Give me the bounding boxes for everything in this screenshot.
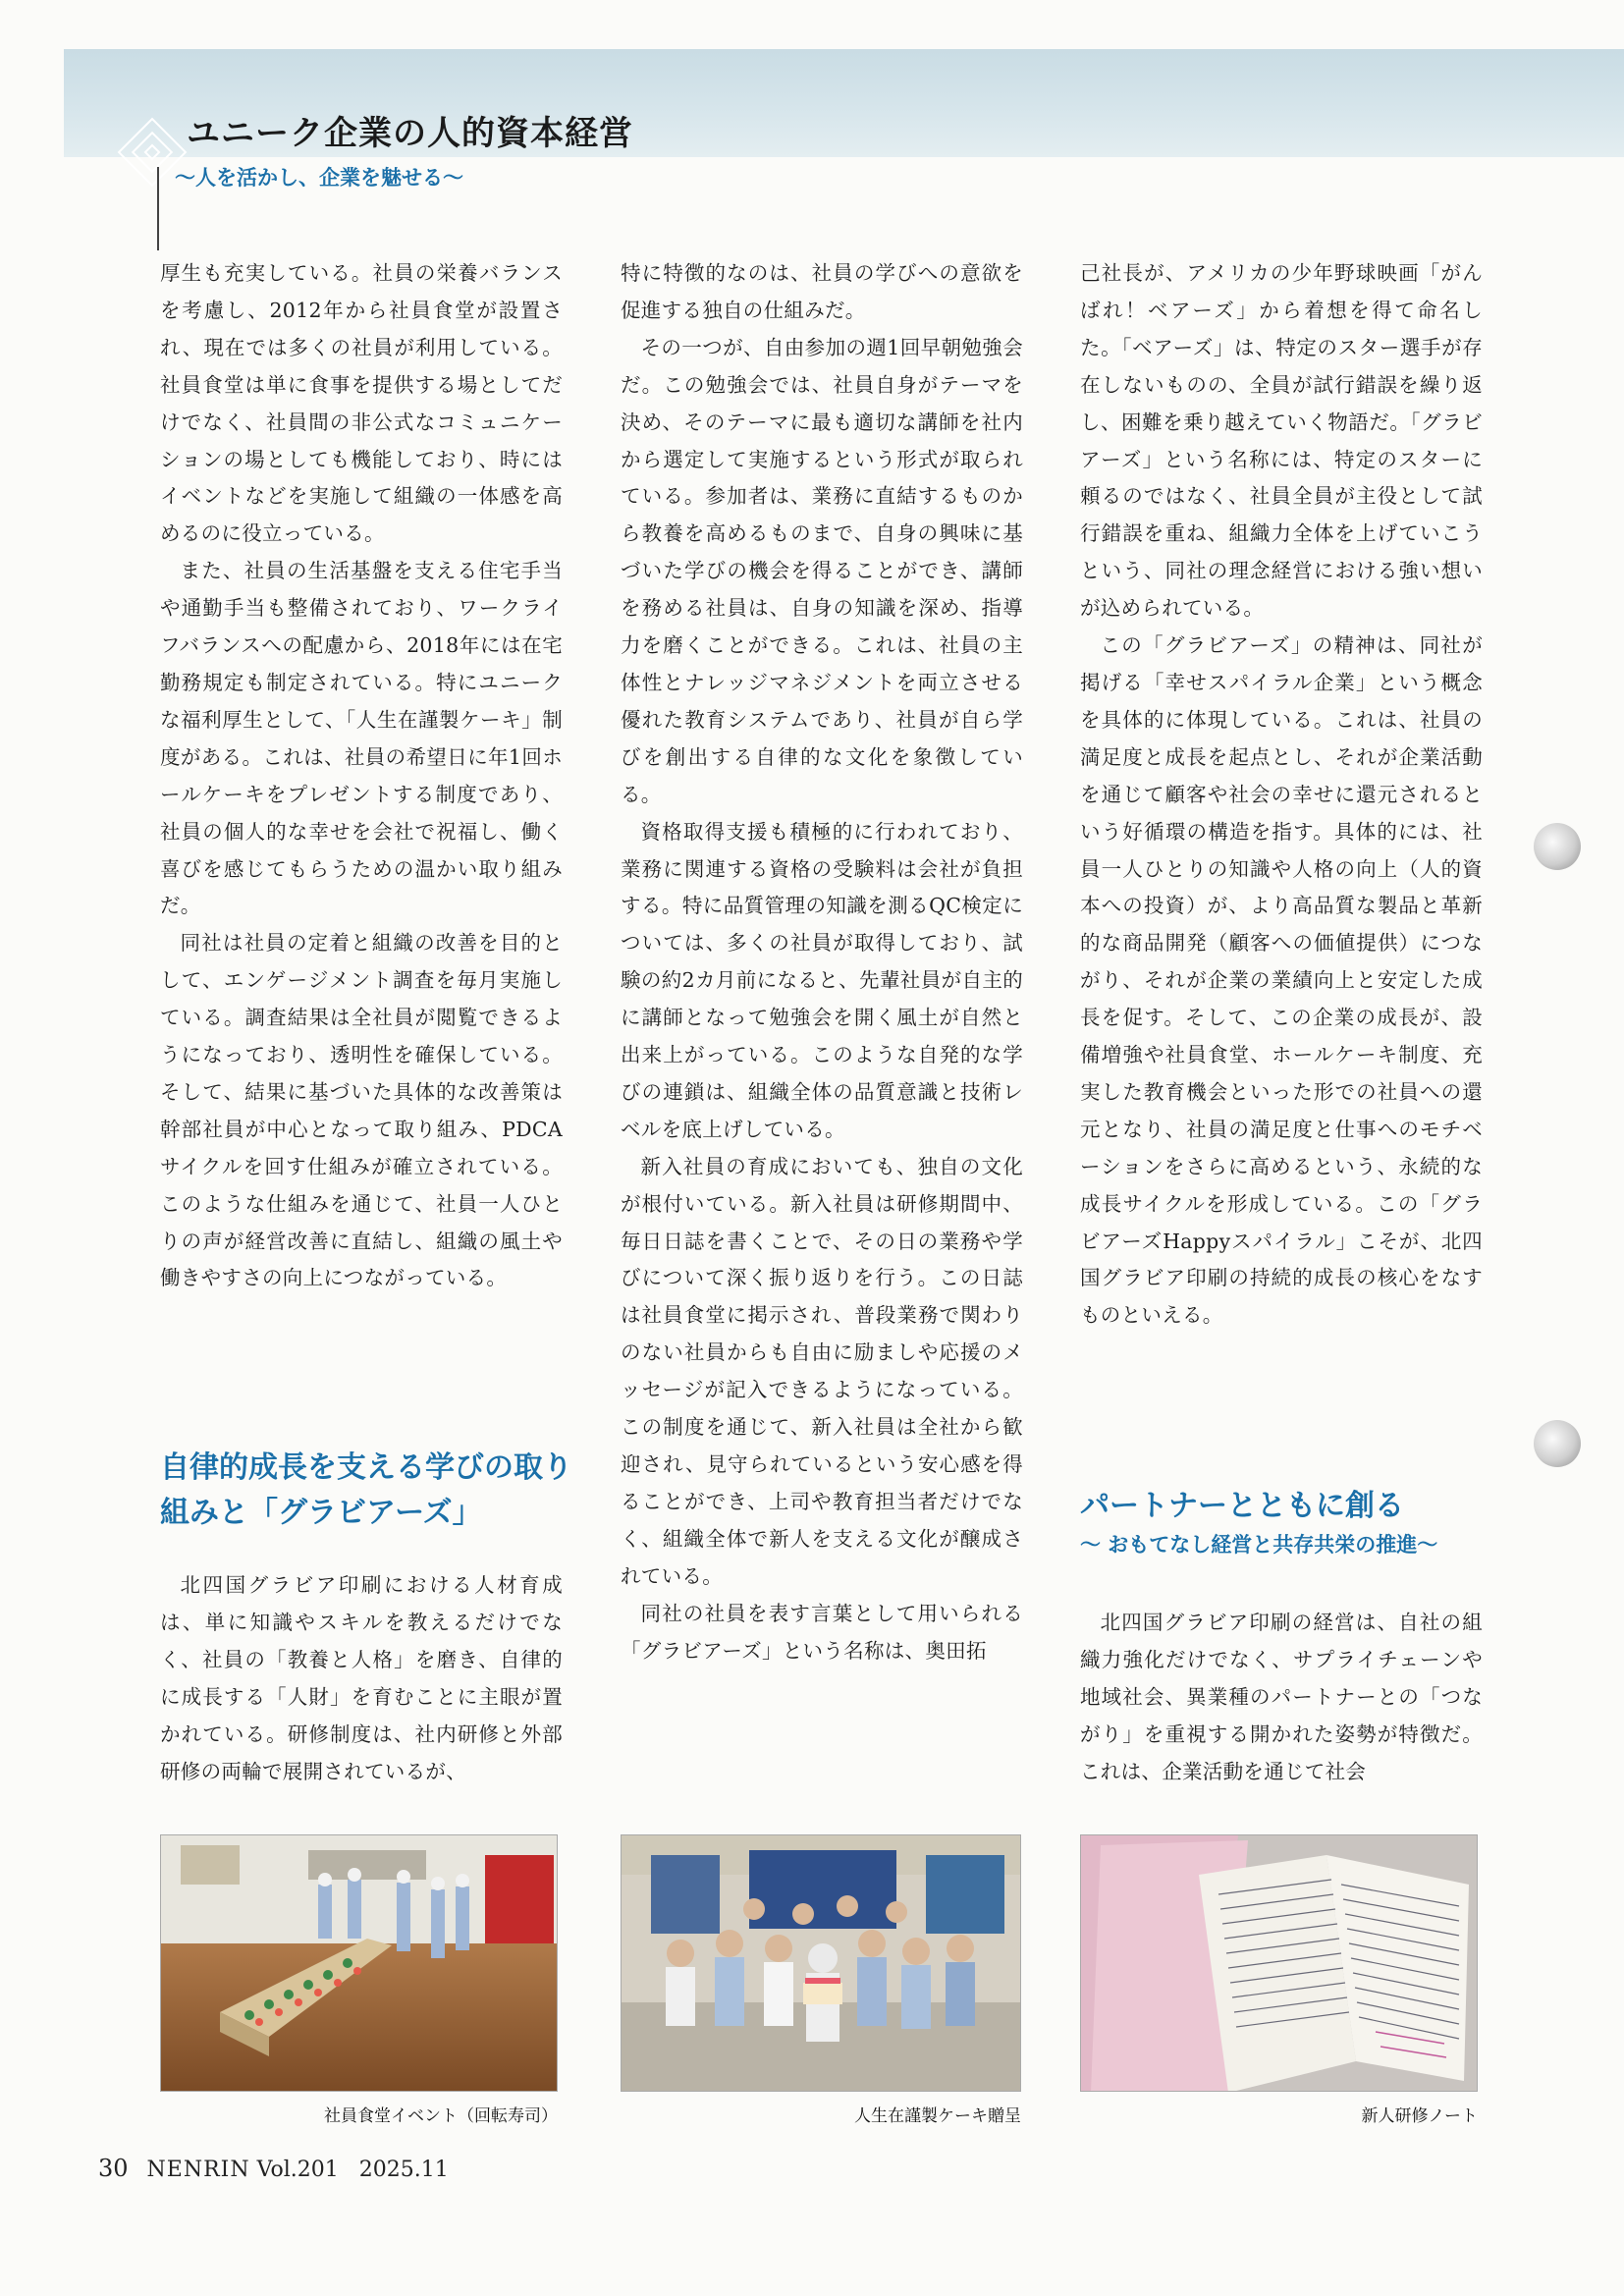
photo-caption: 社員食堂イベント（回転寿司）: [324, 2106, 558, 2126]
column-2: [621, 255, 1023, 1669]
photo-caption: 新人研修ノート: [1361, 2106, 1478, 2126]
paragraph: 己社長が、アメリカの少年野球映画「がんばれ！ベアーズ」から着想を得て命名した。「ベアーズ」は、特定のスター選手が存在しないものの、全員が試行錯誤を繰り返し、困難を乗り越えていく物語だ。「グラビアーズ」という名称には、特定のスターに頼るのではなく、社員全員が主役として試行錯誤を重ね、組織力全体を上げていこうという、同社の理念経営における強い想いが込められている。: [1080, 261, 1483, 621]
paragraph: この「グラビアーズ」の精神は、同社が掲げる「幸せスパイラル企業」という概念を具体的に体現している。これは、社員の満足度と成長を起点とし、それが企業活動を通じて顧客や社会の幸せに還元されるという好循環の構造を指す。具体的には、社員一人ひとりの知識や人格の向上（人的資本への投資）が、より高品質な製品と革新的な商品開発（顧客への価値提供）につながり、それが企業の業績向上と安定した成長を促す。そして、この企業の成長が、設備増強や社員食堂、ホールケーキ制度、充実した教育機会といった形での社員への還元となり、社員の満足度と仕事へのモチベーションをさらに高めるという、永続的な成長サイクルを形成している。この「グラビアーズHappyスパイラル」こそが、北四国グラビア印刷の持続的成長の核心をなすものといえる。: [1080, 633, 1483, 1328]
header-rule: [157, 167, 159, 250]
binder-hole-icon: [1534, 1420, 1581, 1467]
paragraph: 同社の社員を表す言葉として用いられる「グラビアーズ」という名称は、奥田拓: [621, 1601, 1023, 1663]
binder-hole-icon: [1534, 823, 1581, 870]
section-heading-partner: パートナーとともに創る: [1080, 1489, 1404, 1523]
photo-cake-ceremony: [621, 1834, 1021, 2092]
magazine-volume: Vol.201: [256, 2158, 339, 2182]
section-heading-learning: 自律的成長を支える学びの取り組みと「グラビアーズ」: [160, 1450, 572, 1530]
paragraph: その一つが、自由参加の週1回早朝勉強会だ。この勉強会では、社員自身がテーマを決め、そのテーマに最も適切な講師を社内から選定して実施するという形式が取られている。参加者は、業務に直結するものから教養を高めるものまで、自身の興味に基づいた学びの機会を得ることができ、講師を務める社員は、自身の知識を深め、指導力を磨くことができる。これは、社員の主体性とナレッジマネジメントを両立させる優れた教育システムであり、社員が自ら学びを創出する自律的な文化を象徴している。: [621, 335, 1023, 806]
series-title: ユニーク企業の人的資本経営: [187, 114, 633, 153]
issue-date: 2025.11: [358, 2158, 449, 2182]
page-number: 30: [98, 2155, 129, 2182]
column-1-lower: [160, 1567, 563, 1790]
paragraph: また、社員の生活基盤を支える住宅手当や通勤手当も整備されており、ワークライフバランスへの配慮から、2018年には在宅勤務規定も制定されている。特にユニークな福利厚生として、「人生在謹製ケーキ」制度がある。これは、社員の希望日に年1回ホールケーキをプレゼントする制度であり、社員の個人的な幸せを会社で祝福し、働く喜びを感じてもらうための温かい取り組みだ。: [160, 559, 563, 918]
photo-caption: 人生在謹製ケーキ贈呈: [854, 2106, 1021, 2126]
magazine-name: NENRIN: [146, 2158, 250, 2182]
paragraph: 資格取得支援も積極的に行われており、業務に関連する資格の受験料は会社が負担する。特に品質管理の知識を測るQC検定については、多くの社員が取得しており、試験の約2カ月前になると、先輩社員が自主的に講師となって勉強会を開く風土が自然と出来上がっている。このような自発的な学びの連鎖は、組織全体の品質意識と技術レベルを底上げしている。: [621, 819, 1023, 1141]
column-3: [1080, 255, 1483, 1335]
paragraph: 北四国グラビア印刷の経営は、自社の組織力強化だけでなく、サプライチェーンや地域社会、異業種のパートナーとの「つながり」を重視する開かれた姿勢が特徴だ。これは、企業活動を通じて社会: [1080, 1611, 1483, 1783]
series-subtitle: 〜人を活かし、企業を魅せる〜: [175, 166, 463, 190]
photo-training-notebook: [1080, 1834, 1478, 2092]
column-3-lower: [1080, 1605, 1483, 1791]
section-subheading-partner: 〜 おもてなし経営と共存共栄の推進〜: [1080, 1533, 1438, 1557]
column-1: [160, 255, 563, 1297]
paragraph: 同社は社員の定着と組織の改善を目的として、エンゲージメント調査を毎月実施している。調査結果は全社員が閲覧できるようになっており、透明性を確保している。そして、結果に基づいた具体的な改善策は幹部社員が中心となって取り組み、PDCAサイクルを回す仕組みが確立されている。このような仕組みを通じて、社員一人ひとりの声が経営改善に直結し、組織の風土や働きやすさの向上につながっている。: [160, 931, 563, 1290]
photo-cafeteria-event: [160, 1834, 558, 2092]
paragraph: 特に特徴的なのは、社員の学びへの意欲を促進する独自の仕組みだ。: [621, 261, 1023, 322]
paragraph: 厚生も充実している。社員の栄養バランスを考慮し、2012年から社員食堂が設置され、現在では多くの社員が利用している。社員食堂は単に食事を提供する場としてだけでなく、社員間の非公式なコミュニケーションの場としても機能しており、時にはイベントなどを実施して組織の一体感を高めるのに役立っている。: [160, 261, 563, 546]
page-footer: [98, 2155, 449, 2182]
paragraph: 北四国グラビア印刷における人材育成は、単に知識やスキルを教えるだけでなく、社員の「教養と人格」を磨き、自律的に成長する「人財」を育むことに主眼が置かれている。研修制度は、社内研修と外部研修の両輪で展開されているが、: [160, 1573, 563, 1783]
paragraph: 新入社員の育成においても、独自の文化が根付いている。新入社員は研修期間中、毎日日誌を書くことで、その日の業務や学びについて深く振り返りを行う。この日誌は社員食堂に掲示され、普段業務で関わりのない社員からも自由に励ましや応援のメッセージが記入できるようになっている。この制度を通じて、新入社員は全社から歓迎され、見守られているという安心感を得ることができ、上司や教育担当者だけでなく、組織全体で新人を支える文化が醸成されている。: [621, 1154, 1023, 1588]
